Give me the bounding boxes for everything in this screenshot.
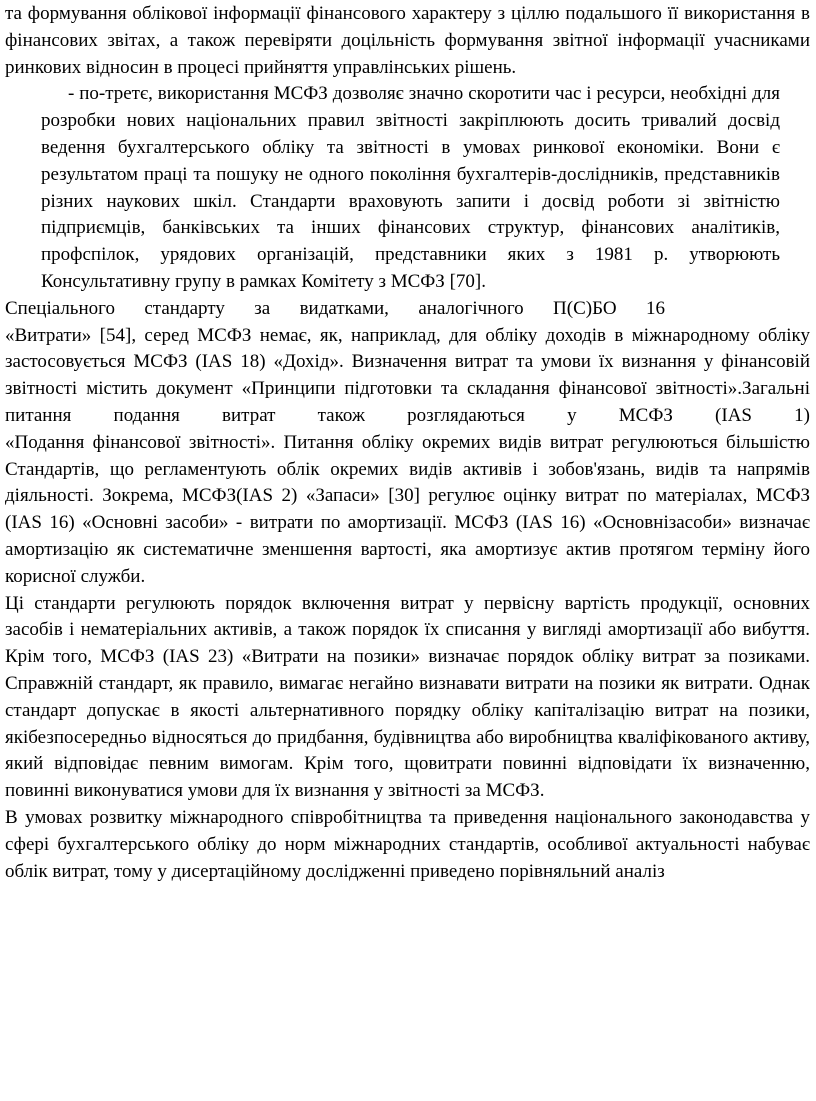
paragraph-line: Спеціального стандарту за видатками, аналогічного П(С)БО 16 xyxy=(5,297,665,319)
paragraph: В умовах розвитку міжнародного співробітництва та приведення національного законодавства у сфері бухгалтерського обліку до норм міжнародних стандартів, особливої актуальності набуває облік витрат, тому у дисертаційному дослідженні приведено порівняльний аналіз xyxy=(5,806,810,882)
paragraph-continuation: та формування облікової інформації фінансового характеру з ціллю подальшого її використання в фінансових звітах, а також перевіряти доцільність формування звітної інформації учасниками ринкових відносин в процесі прийняття управлінських рішень. xyxy=(5,3,810,78)
paragraph-segment: «Подання фінансової звітності». Питання обліку окремих видів витрат регулюються більшістю Стандартів, що регламентують облік окремих видів активів і зобов'язань, видів та напрямів діяльності. Зокрема, МСФЗ(IAS 2) «Запаси» [30] регулює оцінку витрат по матеріалах, МСФЗ (IAS 16) «Основні засоби» - витрати по амортизації. МСФЗ (IAS 16) «Основнізасоби» визначає амортизацію як систематичне зменшення вартості, яка амортизує актив протягом терміну його корисної служби. xyxy=(5,431,810,587)
paragraph: Ці стандарти регулюють порядок включення витрат у первісну вартість продукції, основних засобів і нематеріальних активів, а також порядок їх списання у вигляді амортизації або вибуття. Крім того, МСФЗ (IAS 23) «Витрати на позики» визначає порядок обліку витрат за позиками. Справжній стандарт, як правило, вимагає негайно визнавати витрати на позики як витрати. Однак стандарт допускає в якості альтернативного порядку обліку капіталізацію витрат на позики, якібезпосередньо відносяться до придбання, будівництва або виробництва кваліфікованого активу, який відповідає певним вимогам. Крім того, щовитрати повинні відповідати їх визначенню, повинні виконуватися умови для їх визнання у звітності за МСФЗ. xyxy=(5,592,810,802)
paragraph-segment: «Витрати» [54], серед МСФЗ немає, як, наприклад, для обліку доходів в міжнародному обліку застосовується МСФЗ (IAS 18) «Дохід». Визначення витрат та умови їх визнання у фінансовій звітності містить документ «Принципи підготовки та складання фінансової звітності».Загальні питання подання витрат також розглядаються у МСФЗ (IAS 1) xyxy=(5,324,810,426)
paragraph-list-item-third: - по-третє, використання МСФЗ дозволяє значно скоротити час і ресурси, необхідні для розробки нових національних правил звітності закріплюють досить тривалий досвід ведення бухгалтерського обліку та звітності в умовах ринкової економіки. Вони є результатом праці та пошуку не одного покоління бухгалтерів-дослідників, представників різних наукових шкіл. Стандарти враховують запити і досвід роботи зі звітністю підприємців, банківських та інших фінансових структур, фінансових аналітиків, профспілок, урядових організацій, представники яких з 1981 р. утворюють Консультативну групу в рамках Комітету з МСФЗ [70]. xyxy=(41,83,780,292)
